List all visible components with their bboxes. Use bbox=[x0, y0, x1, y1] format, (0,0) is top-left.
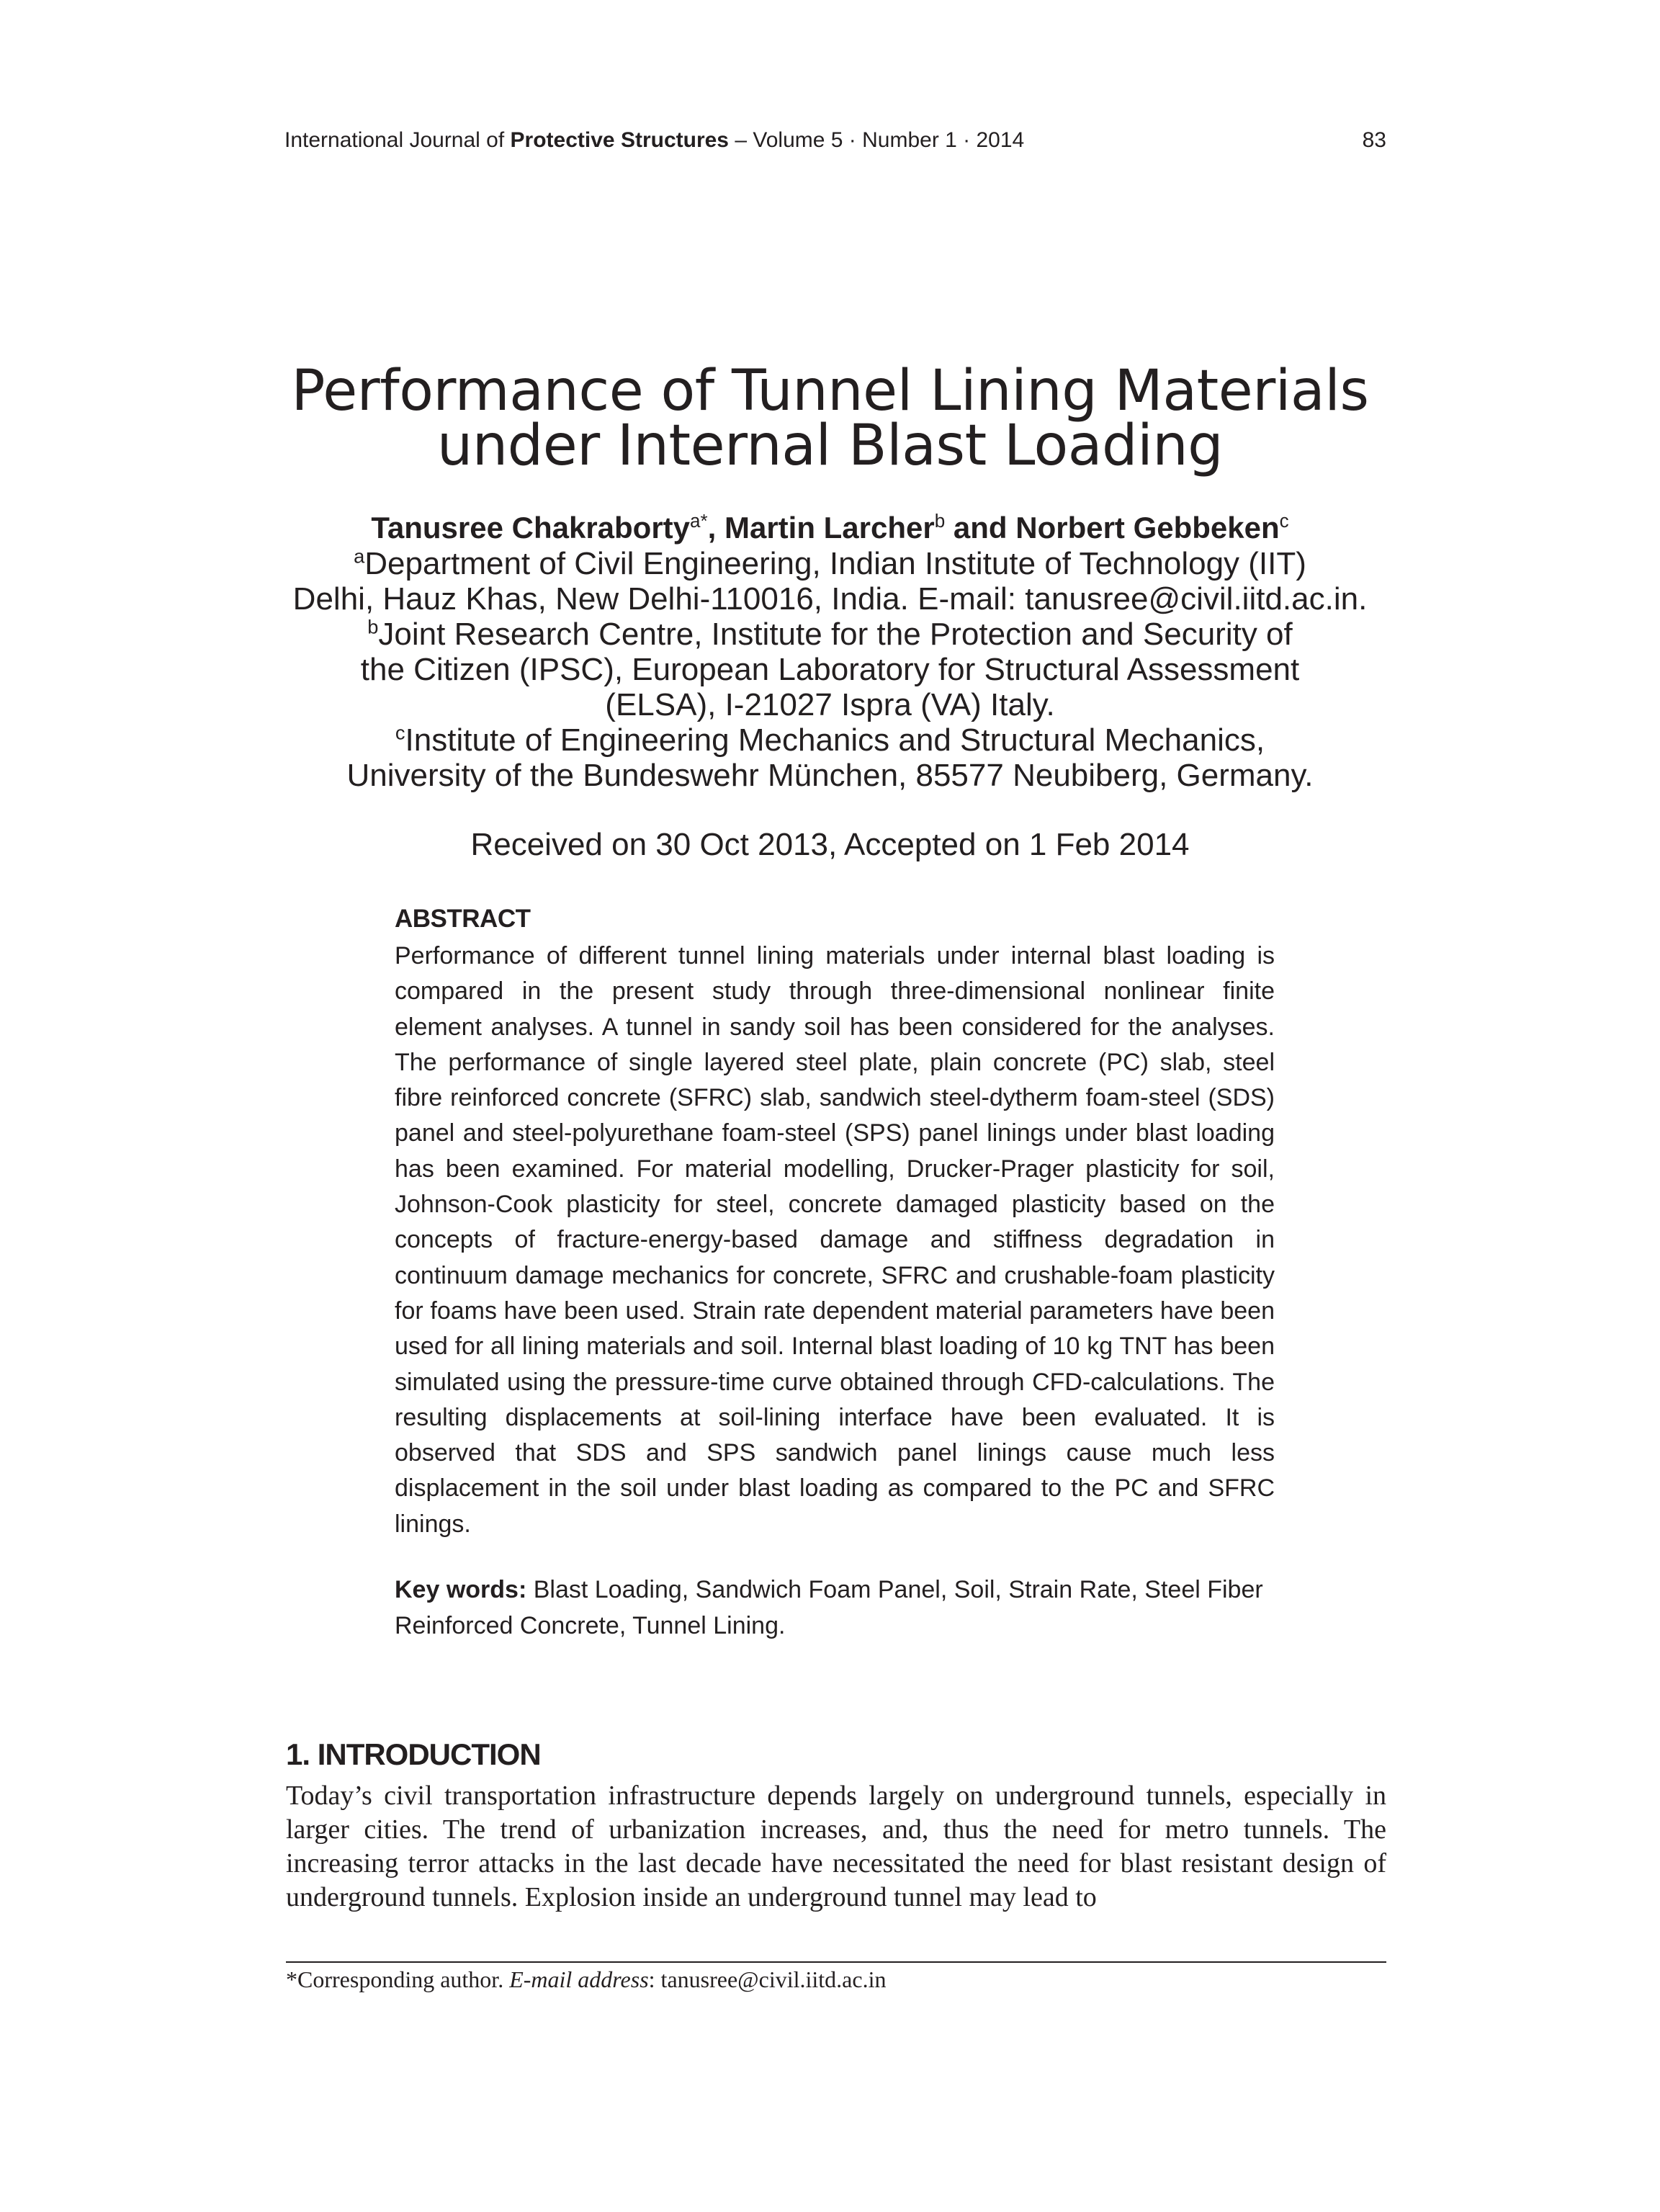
abstract-heading: ABSTRACT bbox=[395, 905, 531, 933]
affiliation-c-text-1: Institute of Engineering Mechanics and Structural Mechanics, bbox=[405, 722, 1265, 758]
footnote-prefix: *Corresponding author. bbox=[286, 1966, 504, 1992]
footnote-email-label: E-mail address bbox=[509, 1966, 649, 1992]
affiliation-c-sup: c bbox=[395, 721, 405, 744]
title-line-2: under Internal Blast Loading bbox=[436, 413, 1224, 478]
author-list: Tanusree Chakraborty$^{a*}$, Martin Larcher$^b$ and Norbert Gebbeken$^c$ bbox=[371, 510, 1289, 545]
footnote bbox=[286, 1966, 886, 1993]
affiliation-a-line-1 bbox=[0, 546, 1660, 581]
affiliation-b-line-1 bbox=[0, 617, 1660, 652]
abstract-block bbox=[395, 903, 1275, 1644]
affiliation-b-text-1: Joint Research Centre, Institute for the Protection and Security of bbox=[378, 617, 1293, 652]
keywords bbox=[395, 1572, 1275, 1644]
affiliation-c-line-1 bbox=[0, 722, 1660, 758]
author-3-sup: c bbox=[1279, 510, 1289, 532]
author-1-sup: a* bbox=[690, 510, 708, 532]
author-1-name: Tanusree Chakraborty bbox=[371, 511, 691, 545]
received-dates: Received on 30 Oct 2013, Accepted on 1 Feb 2014 bbox=[470, 827, 1190, 862]
introduction-heading: 1. INTRODUCTION bbox=[286, 1737, 541, 1771]
journal-prefix: International Journal of bbox=[284, 128, 505, 152]
introduction-text: Today’s civil transportation infrastructure depends largely on underground tunnels, especially in larger cities. The trend of urbanization increases, and, thus the need for metro tunnels. The increasing terror attacks in the last decade have necessitated the need for blast resistant design of underground tunnels. Explosion inside an underground tunnel may lead to bbox=[286, 1781, 1386, 1912]
affiliation-b-sup: b bbox=[367, 615, 379, 638]
author-connector: and bbox=[953, 511, 1008, 545]
footnote-email: : tanusree@civil.iitd.ac.in bbox=[648, 1966, 887, 1992]
page-number: 83 bbox=[1362, 128, 1386, 152]
paper-title bbox=[0, 359, 1660, 478]
keywords-text: Blast Loading, Sandwich Foam Panel, Soil, Strain Rate, Steel Fiber Reinforced Concrete, Tunnel Lining. bbox=[395, 1576, 1263, 1639]
abstract-text: Performance of different tunnel lining materials under internal blast loading is compared in the present study through three-dimensional nonlinear finite element analyses. A tunnel in sandy soil has been considered for the analyses. The performance of single layered steel plate, plain concrete (PC) slab, steel fibre reinforced concrete (SFRC) slab, sandwich steel-dytherm foam-steel (SDS) panel and steel-polyurethane foam-steel (SPS) panel linings under blast loading has been examined. For material modelling, Drucker-Prager plasticity for soil, Johnson-Cook plasticity for steel, concrete damaged plasticity based on the concepts of fracture-energy-based damage and stiffness degradation in continuum damage mechanics for concrete, SFRC and crushable-foam plasticity for foams have been used. Strain rate dependent material parameters have been used for all lining materials and soil. Internal blast loading of 10 kg TNT has been simulated using the pressure-time curve obtained through CFD-calculations. The resulting displacements at soil-lining interface have been evaluated. It is observed that SDS and SPS sandwich panel linings cause much less displacement in the soil under blast loading as compared to the PC and SFRC linings. bbox=[395, 942, 1275, 1538]
affiliation-c-line-2: University of the Bundeswehr München, 85577 Neubiberg, Germany. bbox=[346, 758, 1314, 793]
affiliations bbox=[0, 546, 1660, 793]
title-line-1: Performance of Tunnel Lining Materials bbox=[291, 359, 1369, 424]
author-2-sup: b bbox=[934, 510, 946, 532]
affiliation-a-line-2: Delhi, Hauz Khas, New Delhi-110016, India. E-mail: tanusree@civil.iitd.ac.in. bbox=[292, 581, 1368, 617]
affiliation-a-text-1: Department of Civil Engineering, Indian Institute of Technology (IIT) bbox=[364, 546, 1306, 581]
affiliation-b-line-2: the Citizen (IPSC), European Laboratory for Structural Assessment bbox=[360, 652, 1300, 687]
affiliation-b-line-3: (ELSA), I-21027 Ispra (VA) Italy. bbox=[605, 687, 1055, 722]
author-3-name: Norbert Gebbeken bbox=[1015, 511, 1280, 545]
affiliation-a-sup: a bbox=[354, 545, 365, 568]
author-2-name: Martin Larcher bbox=[724, 511, 935, 545]
volume-info: – Volume 5 · Number 1 · 2014 bbox=[735, 128, 1025, 152]
keywords-label: Key words: bbox=[395, 1576, 527, 1604]
journal-name: Protective Structures bbox=[510, 128, 729, 152]
running-head bbox=[284, 128, 1386, 153]
footnote-divider bbox=[286, 1961, 1386, 1963]
